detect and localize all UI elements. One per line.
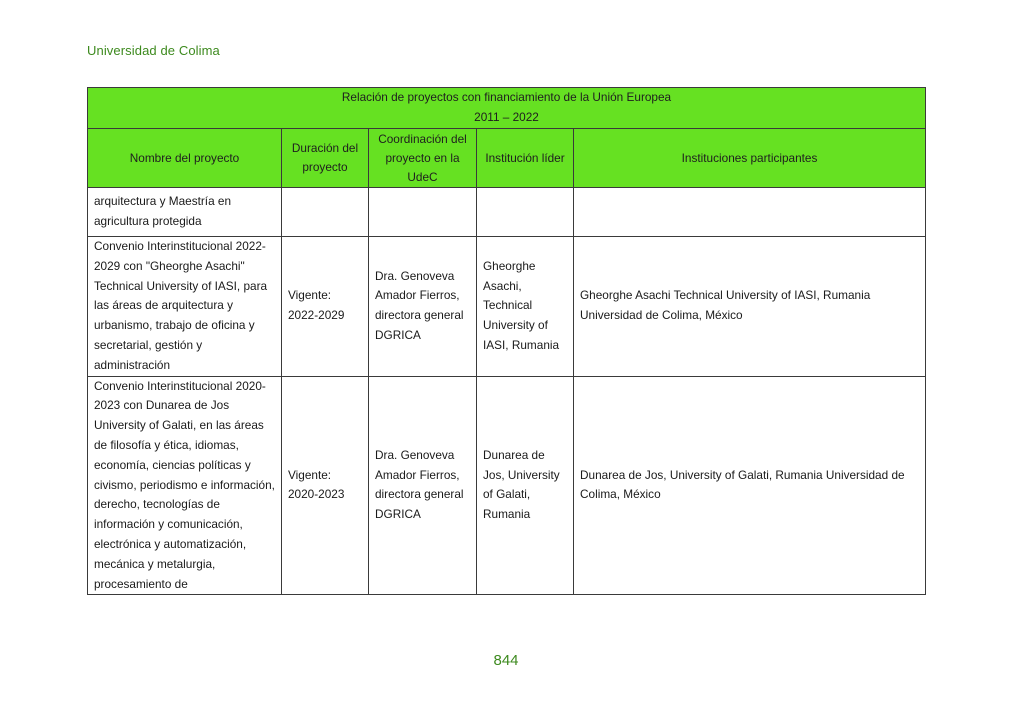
table-title (88, 88, 926, 129)
lead-institution-cell (477, 188, 574, 237)
participants-cell (574, 188, 926, 237)
table-row (88, 237, 926, 377)
participants-cell: Gheorghe Asachi Technical University of IASI, Rumania Universidad de Colima, México (574, 237, 926, 377)
column-header-lead: Institución líder (477, 129, 574, 188)
table-title-row (88, 88, 926, 129)
table-period: 2011 – 2022 (474, 110, 539, 124)
coordination-cell: Dra. Genoveva Amador Fierros, directora general DGRICA (369, 376, 477, 595)
project-name-cell: Convenio Interinstitucional 2020-2023 con Dunarea de Jos University of Galati, en las áreas de filosofía y ética, idiomas, economía, ciencias políticas y civismo, periodismo e información, derecho, tecnologías de información y comunicación, electrónica y automatización, mecánica y metalurgia, procesamiento de (88, 376, 282, 595)
column-header-coordination: Coordinación del proyecto en la UdeC (369, 129, 477, 188)
institution-header: Universidad de Colima (87, 43, 220, 58)
coordination-cell (369, 188, 477, 237)
column-header-row (88, 129, 926, 188)
column-header-name: Nombre del proyecto (88, 129, 282, 188)
project-name-cell: Convenio Interinstitucional 2022-2029 con "Gheorghe Asachi" Technical University of IASI, para las áreas de arquitectura y urbanismo, trabajo de oficina y secretarial, gestión y administración (88, 237, 282, 377)
table-row (88, 188, 926, 237)
lead-institution-cell: Dunarea de Jos, University of Galati, Rumania (477, 376, 574, 595)
page-number: 844 (493, 652, 519, 669)
table-row (88, 376, 926, 595)
table-title-text: Relación de proyectos con financiamiento de la Unión Europea (341, 90, 672, 105)
column-header-participants: Instituciones participantes (574, 129, 926, 188)
projects-table (87, 87, 926, 595)
duration-cell (282, 188, 369, 237)
duration-cell: Vigente: 2020-2023 (282, 376, 369, 595)
participants-cell: Dunarea de Jos, University of Galati, Rumania Universidad de Colima, México (574, 376, 926, 595)
coordination-cell: Dra. Genoveva Amador Fierros, directora general DGRICA (369, 237, 477, 377)
lead-institution-cell: Gheorghe Asachi, Technical University of IASI, Rumania (477, 237, 574, 377)
duration-cell: Vigente: 2022-2029 (282, 237, 369, 377)
column-header-duration: Duración del proyecto (282, 129, 369, 188)
project-name-cell: arquitectura y Maestría en agricultura protegida (88, 188, 282, 237)
